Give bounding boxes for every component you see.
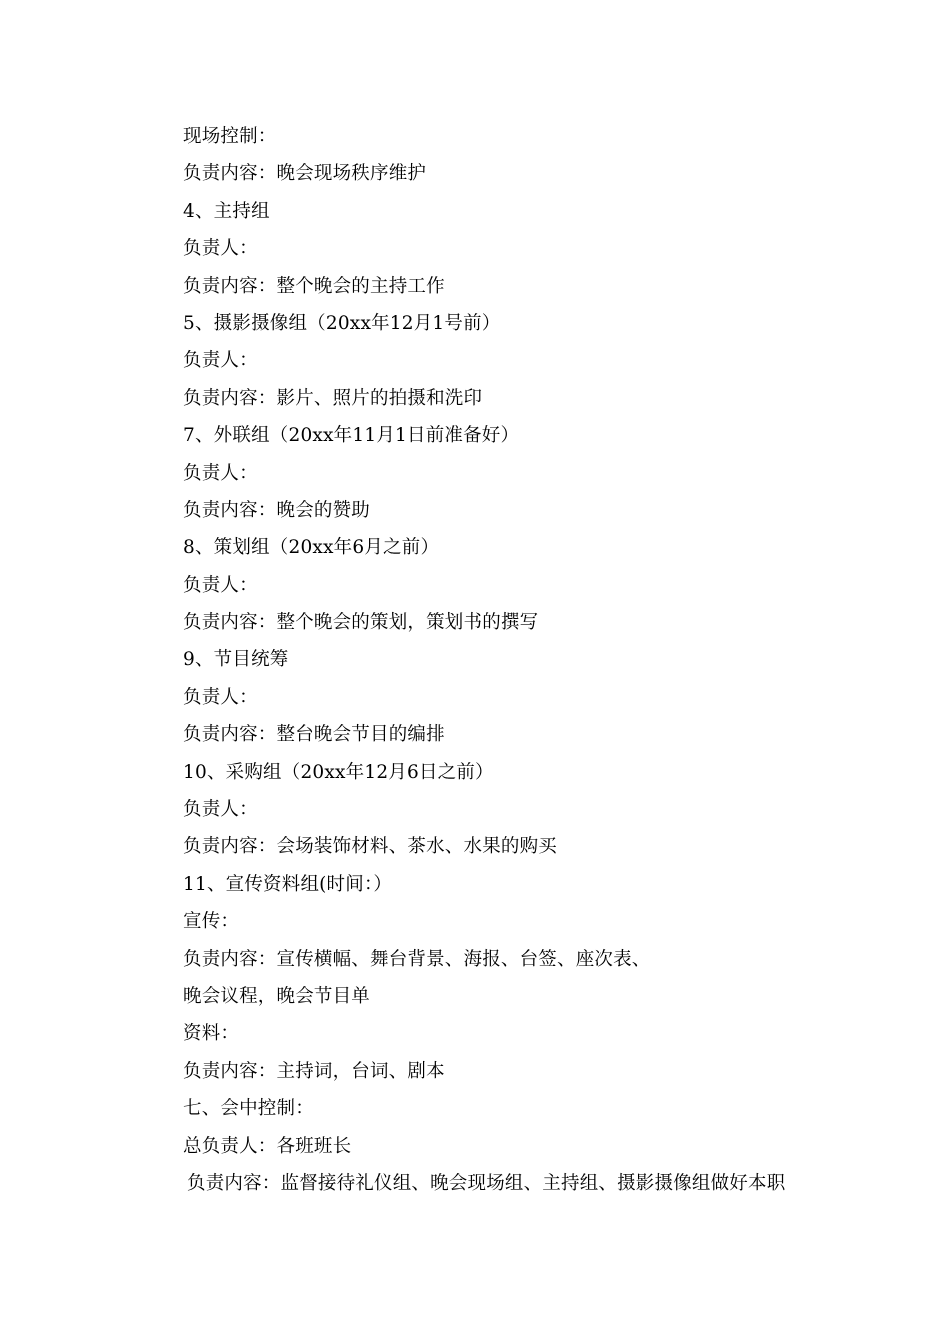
text-line: 负责人： (183, 799, 258, 821)
section-heading: 现场控制： (183, 126, 277, 147)
section-heading: 8、策划组（20xx年6月之前） (183, 537, 440, 559)
text-line: 负责内容：整个晚会的主持工作 (183, 275, 445, 297)
section-heading: 7、外联组（20xx年11月1日前准备好） (183, 425, 520, 447)
text-line: 负责内容：晚会的赞助 (183, 499, 371, 521)
section-heading: 5、摄影摄像组（20xx年12月1号前） (183, 312, 501, 334)
text-line: 宣传： (183, 911, 240, 933)
section-heading: 9、节目统筹 (183, 649, 289, 671)
text-line: 负责内容：晚会现场秩序维护 (183, 163, 427, 185)
text-line: 负责内容：会场装饰材料、茶水、水果的购买 (183, 836, 558, 858)
text-line: 负责内容：整台晚会节目的编排 (183, 724, 445, 746)
text-line: 负责人： (183, 238, 258, 260)
text-line: 负责内容：宣传横幅、舞台背景、海报、台签、座次表、 (183, 948, 651, 970)
document-body (183, 118, 883, 1202)
section-heading: 七、会中控制： (183, 1098, 314, 1120)
text-line: 负责人： (183, 686, 258, 708)
text-line: 负责人： (183, 350, 258, 372)
text-line: 负责内容：主持词，台词、剧本 (183, 1060, 445, 1082)
text-line: 资料： (183, 1023, 240, 1045)
text-line: 负责内容：监督接待礼仪组、晚会现场组、主持组、摄影摄像组做好本职 (187, 1172, 786, 1194)
section-heading: 10、采购组（20xx年12月6日之前） (183, 761, 494, 783)
section-heading: 4、主持组 (183, 200, 270, 222)
section-heading: 11、宣传资料组(时间：） (183, 873, 393, 895)
text-line: 负责人： (183, 574, 258, 596)
text-line: 负责内容：影片、照片的拍摄和洗印 (183, 387, 483, 409)
text-line: 总负责人：各班班长 (183, 1135, 352, 1157)
text-line: 晚会议程，晚会节目单 (183, 985, 371, 1007)
text-line: 负责人： (183, 462, 258, 484)
text-line: 负责内容：整个晚会的策划，策划书的撰写 (183, 612, 539, 634)
